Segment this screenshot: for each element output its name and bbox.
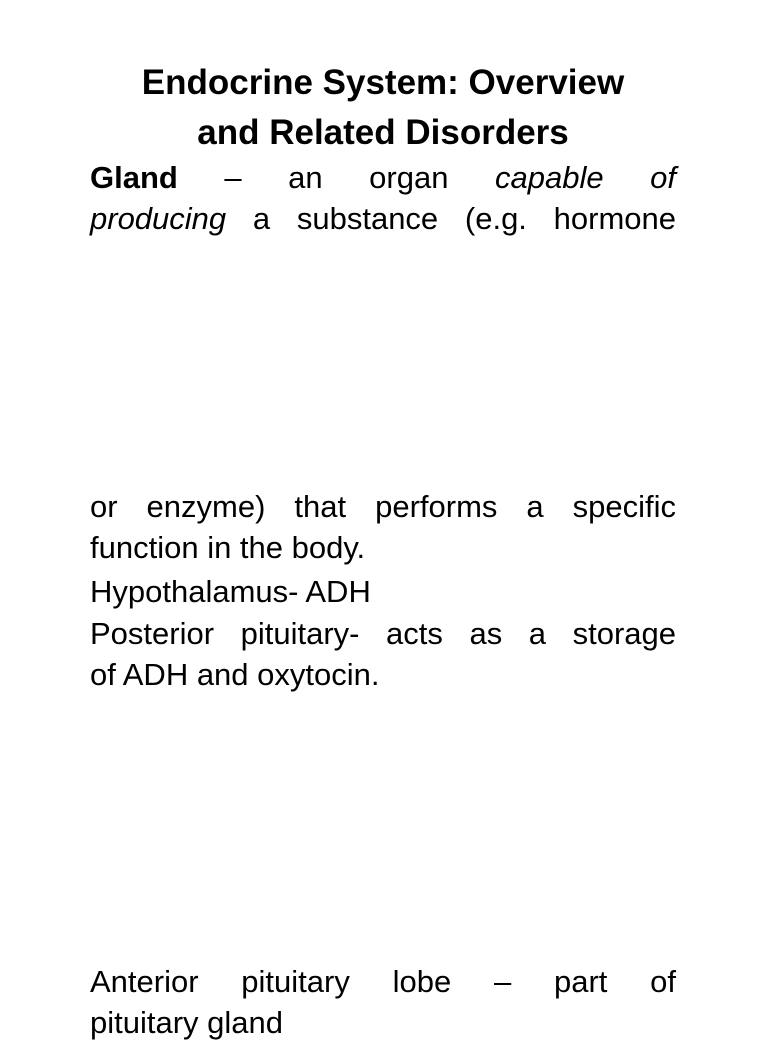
gland-of: of bbox=[650, 160, 676, 195]
anterior-line-1: Anterior pituitary lobe – part of bbox=[90, 964, 676, 999]
hypothalamus-paragraph bbox=[90, 571, 676, 612]
continuation-line-2: function in the body. bbox=[90, 530, 366, 565]
anterior-line-2: pituitary gland bbox=[90, 1005, 284, 1040]
gland-organ: organ bbox=[369, 160, 449, 195]
gland-definition-rest: a substance (e.g. hormone bbox=[252, 201, 676, 236]
continuation-line-1: or enzyme) that performs a specific bbox=[90, 489, 676, 524]
gland-term: Gland bbox=[90, 160, 178, 195]
hypothalamus-line: Hypothalamus- ADH bbox=[90, 574, 371, 609]
posterior-pituitary-paragraph bbox=[90, 613, 676, 695]
posterior-line-2: of ADH and oxytocin. bbox=[90, 657, 380, 692]
posterior-line-1: Posterior pituitary- acts as a storage bbox=[90, 616, 676, 651]
title-line-2: and Related Disorders bbox=[197, 113, 569, 152]
gland-definition-line-2 bbox=[90, 198, 676, 239]
title-line-1: Endocrine System: Overview bbox=[141, 63, 625, 102]
gland-producing: producing bbox=[90, 201, 227, 236]
gland-an: an bbox=[288, 160, 323, 195]
anterior-pituitary-paragraph bbox=[90, 961, 676, 1043]
gland-dash: – bbox=[224, 160, 242, 195]
gland-definition-line-1 bbox=[90, 157, 676, 198]
gland-capable: capable bbox=[495, 160, 604, 195]
page-title bbox=[90, 58, 676, 158]
gland-continuation-paragraph bbox=[90, 486, 676, 568]
gland-definition-paragraph bbox=[90, 157, 676, 239]
